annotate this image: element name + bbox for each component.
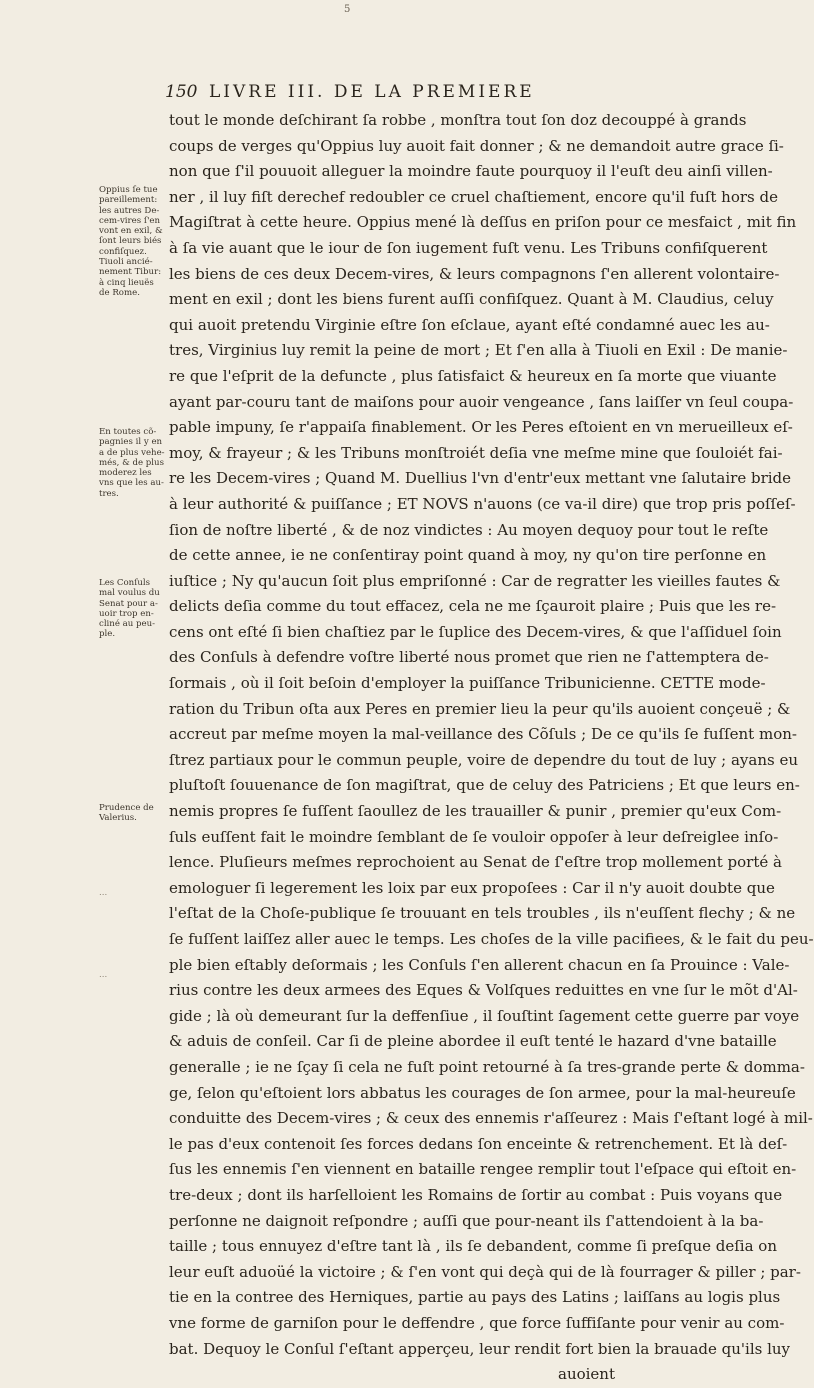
margin-note-line: Senat pour a-: [99, 598, 158, 609]
text-line: tres, Virginius luy remit la peine de mort ; Et ſ'en alla à Tiuoli en Exil : De manie-: [169, 341, 788, 360]
margin-note-line: pareillement:: [99, 195, 158, 206]
margin-note-line: Tiuoli ancié-: [99, 257, 153, 268]
text-line: lence. Pluſieurs meſmes reprochoient au Senat de ſ'eſtre trop mollement porté à: [169, 853, 782, 872]
text-line: tout le monde deſchirant ſa robbe , monſtra tout ſon doz decouppé à grands: [169, 111, 747, 129]
margin-note-line: vns que les au-: [99, 478, 164, 489]
margin-note-line: Oppius ſe tue: [99, 185, 158, 195]
text-line: ple bien eſtably deſormais ; les Conſuls ſ'en allerent chacun en ſa Prouince : Vale-: [169, 955, 790, 974]
text-line: ſormais , où il ſoit beſoin d'employer la puiſſance Tribunicienne. CETTE mode-: [169, 674, 766, 693]
margin-note-oppius: [99, 185, 165, 298]
text-line: re les Decem-vires ; Quand M. Duellius l'vn d'entr'eux mettant vne ſalutaire bride: [169, 469, 792, 488]
margin-note-line: ...: [99, 888, 108, 898]
text-line: nemis propres ſe fuſſent ſaoullez de les trauailler & punir , premier qu'eux Com-: [169, 802, 782, 821]
text-line: accreut par meſme moyen la mal-veillance des Cõſuls ; De ce qu'ils ſe fuſſent mon-: [169, 725, 797, 744]
text-line: taille ; tous ennuyez d'eſtre tant là , ils ſe debandent, comme ſi preſque deſia on: [169, 1237, 777, 1256]
margin-note-line: de Rome.: [99, 287, 140, 298]
margin-note-line: ſont leurs biés: [99, 236, 162, 247]
margin-note-line: cliné au peu-: [99, 619, 156, 630]
text-line: des Conſuls à defendre voſtre liberté nous promet que rien ne ſ'attemptera de-: [169, 648, 769, 667]
margin-note-consuls: [99, 578, 165, 640]
text-line: à ſa vie auant que le iour de ſon iugement fuſt venu. Les Tribuns confiſquerent: [169, 238, 768, 257]
text-line: perſonne ne daignoit reſpondre ; auſſi que pour-neant ils ſ'attendoient à la ba-: [169, 1211, 764, 1230]
text-line: ayant par-couru tant de maiſons pour auoir vengeance , ſans laiſſer vn ſeul coupa-: [169, 392, 794, 411]
text-line: non que ſ'il pouuoit alleguer la moindre faute pourquoy il l'euſt deu ainſi villen-: [169, 162, 773, 181]
margin-note-line: Valerius.: [99, 813, 137, 824]
text-line: leur euſt aduoüé la victoire ; & ſ'en vont qui deçà qui de là fourrager & piller ; par-: [169, 1262, 801, 1281]
text-line: moy, & frayeur ; & les Tribuns monſtroiét deſia vne meſme mine que ſouloiét fai-: [169, 443, 783, 462]
text-line: delicts deſia comme du tout effacez, cela ne me ſçauroit plaire ; Puis que les re-: [169, 597, 777, 616]
text-line: ment en exil ; dont les biens furent auſſi confiſquez. Quant à M. Claudius, celuy: [169, 290, 774, 309]
text-line: cens ont eſté ſi bien chaſtiez par le ſuplice des Decem-vires, & que l'aſſiduel ſoin: [169, 622, 782, 641]
margin-note-line: uoir trop en-: [99, 608, 154, 619]
margin-note-line: nement Tibur:: [99, 267, 162, 278]
running-head: LIVRE III. DE LA PREMIERE: [209, 82, 535, 102]
margin-note-line: més, & de plus: [99, 457, 165, 468]
text-line: vne forme de garniſon pour le deffendre , que force ſuffiſante pour venir au com-: [169, 1313, 785, 1332]
text-line: pluſtoſt ſouuenance de ſon magiſtrat, que de celuy des Patriciens ; Et que leurs en-: [169, 776, 800, 795]
text-line: le pas d'eux contenoit ſes forces dedans ſon enceinte & retrenchement. Et là deſ-: [169, 1134, 788, 1153]
margin-note-faint-1: [99, 888, 165, 898]
text-line: tie en la contree des Herniques, partie au pays des Latins ; laiſſans au logis plus: [169, 1288, 781, 1307]
text-line: iuſtice ; Ny qu'aucun ſoit plus empriſonné : Car de regratter les vieilles fautes &: [169, 571, 781, 590]
text-line: ſe fuſſent laiſſez aller auec le temps. Les choſes de la ville pacifiees, & le fait du peu-: [169, 930, 814, 948]
margin-note-line: à cinq lieuës: [99, 277, 154, 288]
folio-mark: 5: [344, 4, 351, 15]
text-line: & aduis de conſeil. Car ſi de pleine abordee il euſt tenté le hazard d'vne bataille: [169, 1032, 777, 1051]
text-line: ſuls euſſent fait le moindre ſemblant de ſe vouloir oppoſer à leur deſreiglee inſo-: [169, 827, 779, 846]
text-line: Magiſtrat à cette heure. Oppius mené là deſſus en priſon pour ce mesfaict , mit fin: [169, 213, 797, 232]
text-line: ſtrez partiaux pour le commun peuple, voire de dependre du tout de luy ; ayans eu: [169, 750, 799, 769]
margin-note-valerius: [99, 803, 165, 824]
text-line: ge, ſelon qu'eſtoient lors abbatus les courages de ſon armee, pour la mal-heureuſe: [169, 1083, 796, 1102]
margin-note-line: ple.: [99, 629, 116, 640]
text-line: conduitte des Decem-vires ; & ceux des ennemis r'aſſeurez : Mais ſ'eſtant logé à mil-: [169, 1109, 813, 1128]
margin-note-line: confiſquez.: [99, 246, 147, 257]
text-line: bat. Dequoy le Conſul ſ'eſtant apperçeu, leur rendit fort bien la brauade qu'ils luy: [169, 1339, 791, 1358]
text-line: re que l'eſprit de la defuncte , plus ſatisfaict & heureux en ſa morte que viuante: [169, 366, 777, 385]
text-line: ſion de noſtre liberté , & de noz vindictes : Au moyen dequoy pour tout le reſte: [169, 520, 769, 539]
margin-note-line: mal voulus du: [99, 588, 160, 599]
text-line: generalle ; ie ne ſçay ſi cela ne fuſt point retourné à ſa tres-grande perte & domma-: [169, 1057, 805, 1076]
margin-note-line: les autres De-: [99, 205, 160, 216]
text-line: les biens de ces deux Decem-vires, & leurs compagnons ſ'en allerent volontaire-: [169, 264, 780, 283]
text-line: de cette annee, ie ne conſentiray point quand à moy, ny qu'on tire perſonne en: [169, 546, 767, 565]
margin-note-line: cem-vires ſ'en: [99, 215, 161, 226]
margin-note-line: Prudence de: [99, 803, 154, 813]
text-line: gide ; là où demeurant ſur la deffenſiue , il ſouſtint ſagement cette guerre par voye: [169, 1006, 800, 1025]
text-line: qui auoit pretendu Virginie eſtre ſon eſclaue, ayant eſté condamné auec les au-: [169, 315, 770, 334]
text-line: pable impuny, ſe r'appaiſa finablement. Or les Peres eſtoient en vn merueilleux eſ-: [169, 418, 793, 437]
text-line: rius contre les deux armees des Eques & Volſques reduittes en vne ſur le mõt d'Al-: [169, 981, 798, 1000]
text-line: ration du Tribun oſta aux Peres en premier lieu la peur qu'ils auoient conçeuë ; &: [169, 699, 791, 718]
text-line: auoient: [558, 1365, 615, 1384]
text-line: tre-deux ; dont ils harſelloient les Romains de ſortir au combat : Puis voyans que: [169, 1185, 783, 1204]
text-line: ner , il luy fiſt derechef redoubler ce cruel chaſtiement, encore qu'il fuſt hors de: [169, 187, 778, 206]
page-header: [165, 82, 605, 102]
margin-note-companies: [99, 427, 165, 499]
margin-note-faint-2: [99, 970, 165, 980]
text-line: coups de verges qu'Oppius luy auoit fait donner ; & ne demandoit autre grace ſi-: [169, 136, 784, 155]
margin-note-line: moderez les: [99, 468, 152, 479]
text-line: emologuer ſi legerement les loix par eux propoſees : Car il n'y auoit doubte que: [169, 878, 775, 897]
text-line: à leur authorité & puiſſance ; ET NOVS n'auons (ce va-il dire) que trop pris poſſeſ-: [169, 494, 796, 513]
main-text-column: [169, 108, 814, 1388]
page-number: 150: [165, 82, 198, 102]
margin-note-line: Les Conſuls: [99, 578, 151, 588]
text-line: l'eſtat de la Choſe-publique ſe trouuant en tels troubles , ils n'euſſent flechy ; & ne: [169, 904, 796, 923]
margin-note-line: ...: [99, 970, 108, 980]
margin-note-line: En toutes cõ-: [99, 427, 157, 437]
margin-note-line: vont en exil, &: [99, 226, 163, 237]
margin-note-line: a de plus vehe-: [99, 447, 165, 458]
margin-note-line: tres.: [99, 488, 119, 499]
text-line: ſus les ennemis ſ'en viennent en bataille rengee remplir tout l'eſpace qui eſtoit en-: [169, 1160, 797, 1179]
margin-note-line: pagnies il y en: [99, 437, 163, 448]
